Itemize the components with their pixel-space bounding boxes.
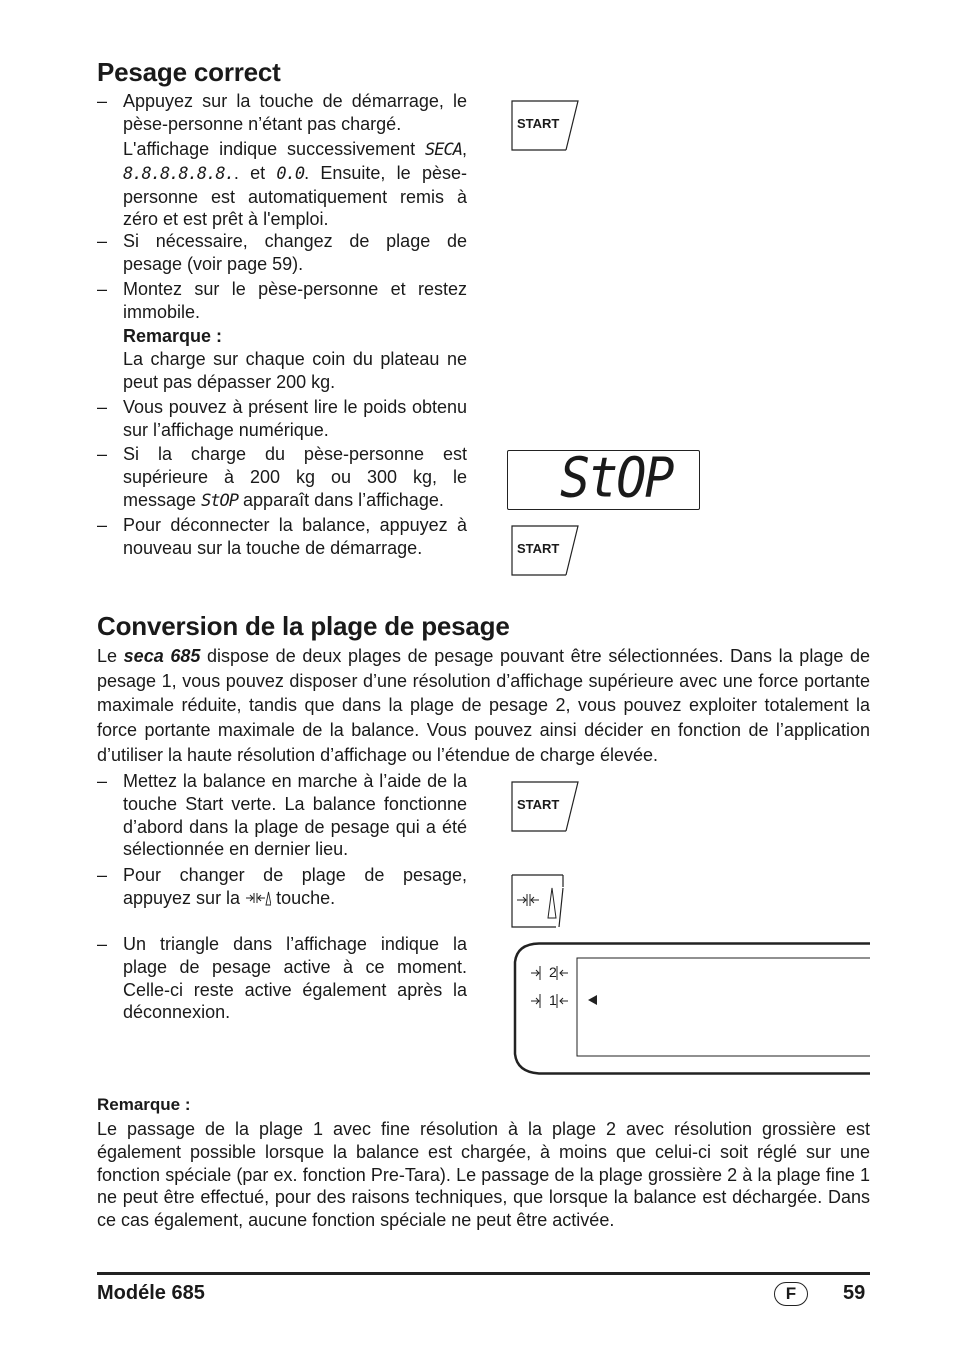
start-key-label: START (517, 541, 560, 556)
remark-block (97, 325, 467, 393)
list-item-continuation (97, 138, 467, 231)
active-range-triangle-icon (587, 994, 599, 1006)
range-switch-icon (245, 890, 271, 906)
start-key-illustration (511, 781, 579, 832)
start-key-illustration (511, 525, 579, 576)
brand-name: seca 685 (123, 646, 201, 666)
list-item-text: Pour changer de plage de pesage, appuyez sur la touche. (123, 865, 467, 908)
range-1-label: 1 (549, 992, 557, 1008)
list-item-text: Si nécessaire, changez de plage de pesage (voir page 59). (123, 231, 467, 274)
range-display-illustration (509, 942, 870, 1075)
lcd-text-seca: SECA (425, 140, 462, 160)
list-item: – Si nécessaire, changez de plage de pesage (voir page 59). (97, 231, 467, 274)
remark-text: Le passage de la plage 1 avec fine résolution à la plage 2 avec résolution grossière est également possible lorsque la balance est chargée, à moins que celui-ci soit réglé sur une fonction spéciale (par ex. fonction Pre-Tara). Le passage de la plage grossière 2 à la plage fine 1 ne peut être effectué, pour des raisons techniques, que lorsque la balance est déchargée. Dans ce cas également, aucune fonction spéciale ne peut être activée. (97, 1119, 870, 1231)
list-item: – Vous pouvez à présent lire le poids obtenu sur l’affichage numérique. (97, 397, 467, 440)
lcd-text-eights: 8.8.8.8.8.8. (123, 163, 234, 184)
list-item-text: Vous pouvez à présent lire le poids obtenu sur l’affichage numérique. (123, 397, 467, 440)
list-item-text: Pour déconnecter la balance, appuyez à nouveau sur la touche de démarrage. (123, 515, 467, 558)
lcd-text-zero: 0.0 (276, 163, 305, 184)
list-item: – Mettez la balance en marche à l’aide de la touche Start verte. La balance fonctionne d’abord dans la plage de pesage qui a été sélectionnée en dernier lieu. (97, 771, 467, 860)
start-key-label: START (517, 797, 560, 812)
start-key-illustration (511, 100, 579, 151)
range-key-illustration (511, 874, 564, 929)
footer-rule (97, 1272, 870, 1275)
footer-language-badge: F (774, 1282, 808, 1306)
list-item: – Un triangle dans l’affichage indique la plage de pesage active à ce moment. Celle-ci reste active également après la déconnexion. (97, 934, 467, 1023)
list-item-text: Montez sur le pèse-personne et restez immobile. (123, 279, 467, 322)
list-item-text: Appuyez sur la touche de démarrage, le pèse-personne n’étant pas chargé. (123, 91, 467, 134)
remark-text: La charge sur chaque coin du plateau ne peut pas dépasser 200 kg. (123, 348, 467, 392)
list-item-text: Si la charge du pèse-personne est supérieure à 200 kg ou 300 kg, le message StOP apparaît dans l’affichage. (123, 444, 467, 511)
intro-paragraph: Le seca 685 dispose de deux plages de pesage pouvant être sélectionnées. Dans la plage de pesage 1, vous pouvez disposer d’une résolution d’affichage supérieure avec une force portante maximale réduite, tandis que dans la plage de pesage 2, vous pouvez exploiter totalement la force portante maximale de la balance. Vous pouvez ainsi décider en fonction de l’application d’utiliser la haute résolution d’affichage ou l’étendue de charge élevée. (97, 646, 870, 765)
list-item: – Si la charge du pèse-personne est supérieure à 200 kg ou 300 kg, le message StOP apparaît dans l’affichage. (97, 444, 467, 511)
section-heading-pesage-correct: Pesage correct (97, 57, 281, 87)
remark-label: Remarque : (123, 326, 223, 346)
list-dash: – (97, 91, 108, 111)
list-item-text: Mettez la balance en marche à l’aide de la touche Start verte. La balance fonctionne d’abord dans la plage de pesage qui a été sélectionnée en dernier lieu. (123, 771, 467, 860)
list-item-text: L'affichage indique successivement SECA, 8.8.8.8.8.8.. et 0.0. Ensuite, le pèse-personne est automatiquement remis à zéro et est prêt à l'emploi. (123, 139, 467, 230)
list-item-text: Un triangle dans l’affichage indique la plage de pesage active à ce moment. Celle-ci reste active également après la déconnexion. (123, 934, 467, 1023)
start-key-label: START (517, 116, 560, 131)
list-item: – Montez sur le pèse-personne et restez immobile. (97, 279, 467, 322)
section-heading-conversion: Conversion de la plage de pesage (97, 611, 510, 641)
range-key-icon (511, 874, 564, 929)
list-item (97, 90, 467, 136)
list-item: – Pour changer de plage de pesage, appuyez sur la touche. (97, 865, 467, 908)
footer-page-number: 59 (843, 1282, 866, 1304)
remark-label: Remarque : (97, 1095, 191, 1114)
stop-display-illustration (507, 446, 700, 510)
footer-model: Modéle 685 (97, 1282, 205, 1304)
range-2-label: 2 (549, 964, 557, 980)
stop-display-text: StOP (560, 446, 673, 510)
list-item: – Pour déconnecter la balance, appuyez à nouveau sur la touche de démarrage. (97, 515, 467, 558)
lcd-text-stop: StOP (201, 490, 239, 511)
